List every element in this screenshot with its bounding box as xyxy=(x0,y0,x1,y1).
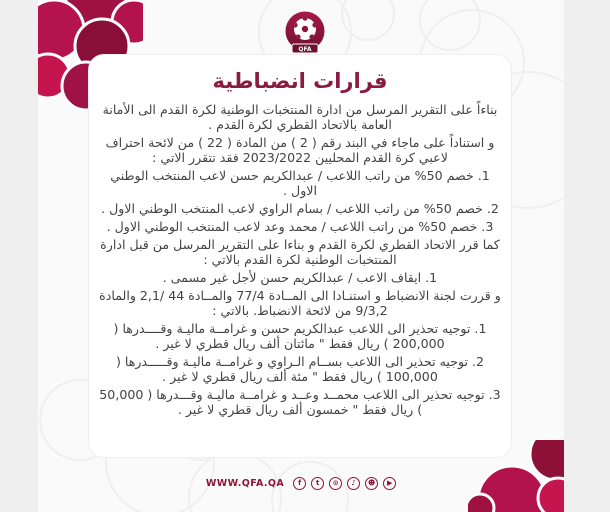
right-margin-strip xyxy=(564,0,610,512)
decision-item: 1. ايقاف الاعب / عبدالكريم حسن لأجل غير مسمى . xyxy=(162,270,438,285)
decision-item: 2. خصم 50% من راتب اللاعب / بسام الراوي لاعب المنتخب الوطني الاول . xyxy=(101,201,499,216)
qfa-logo xyxy=(283,11,327,58)
tiktok-icon: ♪ xyxy=(347,477,360,490)
logo-wordmark: QFA xyxy=(298,46,312,53)
footer xyxy=(38,477,564,490)
fine-item: 3. توجيه تحذير الى اللاعب محمــد وعــد و غرامــة ماليـة وقـــدرها ( 50,000 ) ريال فقط " خمسون ألف ريال قطري لا غير . xyxy=(99,387,501,417)
decision-item: 1. خصم 50% من راتب اللاعب / عبدالكريم حسن لاعب المنتخب الوطني الاول . xyxy=(110,168,490,198)
content-card xyxy=(88,54,512,458)
youtube-icon: ▶ xyxy=(383,477,396,490)
fine-item: 1. توجيه تحذير الى اللاعب عبدالكريم حسن و غرامــة ماليـة وقــــدرها ( 200,000 ) ريال فقط " مائتان ألف ريال قطري لا غير . xyxy=(113,321,487,351)
paragraph-federation-decision: كما قرر الاتحاد القطري لكرة القدم و بناءا على التقرير المرسل من قبل ادارة المنتخبات الوطنية لكرة القدم بالاتي : xyxy=(100,237,500,267)
paragraph-committee-decision: و قررت لجنة الانضباط و استنـادا الى المــادة 77/4 والمــادة 44 /2,1 والمادة 9/3,2 من لائحة الانضباط. بالاتي : xyxy=(99,288,501,318)
left-margin-strip xyxy=(0,0,38,512)
instagram-icon: ⊙ xyxy=(329,477,342,490)
decision-item: 3. خصم 50% من راتب اللاعب / محمد وعد لاعب المنتخب الوطني الاول . xyxy=(106,219,494,234)
twitter-icon: t xyxy=(311,477,324,490)
facebook-icon: f xyxy=(293,477,306,490)
page-title: قرارات انضباطية xyxy=(212,69,388,93)
decision-text xyxy=(89,97,511,417)
fine-item: 2. توجيه تحذير الى اللاعب بســام الـراوي و غرامــة ماليـة وقـــــدرها ( 100,000 ) ريال فقط " مئة ألف ريال قطري لا غير . xyxy=(115,354,485,384)
snapchat-icon: ☻ xyxy=(365,477,378,490)
paragraph-intro: بناءاً على التقرير المرسل من ادارة المنتخبات الوطنية لكرة القدم الى الأمانة العامة بالاتحاد القطري لكرة القدم . xyxy=(102,102,498,132)
paragraph-legal-basis: و استناداً على ماجاء في البند رقم ( 2 ) من المادة ( 22 ) من لائحة احتراف لاعبي كرة القدم المحليين 2023/2022 فقد تتقرر الاتي : xyxy=(105,135,495,165)
website-url: WWW.QFA.QA xyxy=(205,478,285,489)
